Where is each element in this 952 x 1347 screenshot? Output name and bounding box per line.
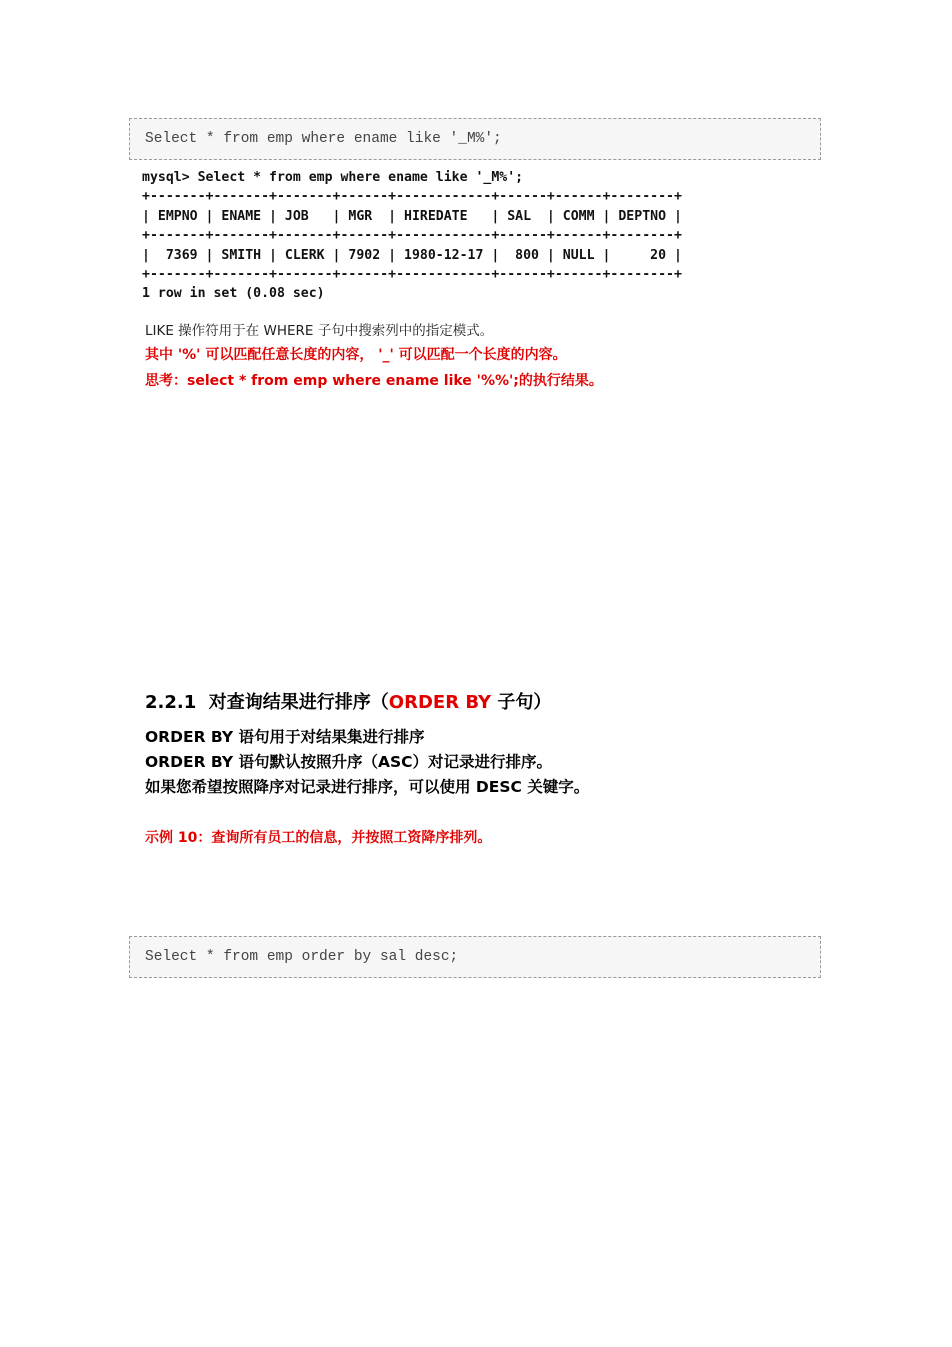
table-row: | 7369 | SMITH | CLERK | 7902 | 1980-12-17 | 800 | NULL | 20 | [142,247,682,263]
section-heading [145,688,551,714]
code-text: Select * from emp where ename like '_M%'; [145,131,502,147]
code-block-order-query [129,936,821,978]
wildcard-description: 其中 '%' 可以匹配任意长度的内容， '_' 可以匹配一个长度的内容。 [145,347,567,363]
code-block-like-query [129,118,821,160]
table-border: +-------+-------+-------+------+------------+------+------+--------+ [142,189,682,205]
section-title-prefix: 对查询结果进行排序（ [208,692,389,713]
table-header: | EMPNO | ENAME | JOB | MGR | HIREDATE | SAL | COMM | DEPTNO | [142,208,682,224]
table-border: +-------+-------+-------+------+------------+------+------+--------+ [142,228,682,244]
section-number: 2.2.1 [145,692,197,713]
think-question: 思考：select * from emp where ename like '%%';的执行结果。 [145,373,603,389]
code-text: Select * from emp order by sal desc; [145,949,459,965]
example-10-title: 示例 10：查询所有员工的信息，并按照工资降序排列。 [145,830,492,846]
table-border: +-------+-------+-------+------+------------+------+------+--------+ [142,267,682,283]
order-by-line-2: ORDER BY 语句默认按照升序（ASC）对记录进行排序。 [145,753,553,771]
section-title-suffix: 子句） [491,692,552,713]
section-title-keyword: ORDER BY [388,692,492,713]
like-description: LIKE 操作符用于在 WHERE 子句中搜索列中的指定模式。 [145,323,494,339]
order-by-line-3: 如果您希望按照降序对记录进行排序，可以使用 DESC 关键字。 [145,778,590,796]
console-command: mysql> Select * from emp where ename like '_M%'; [142,170,524,185]
order-by-line-1: ORDER BY 语句用于对结果集进行排序 [145,728,425,746]
mysql-console-output [142,168,682,304]
console-footer: 1 row in set (0.08 sec) [142,286,325,302]
